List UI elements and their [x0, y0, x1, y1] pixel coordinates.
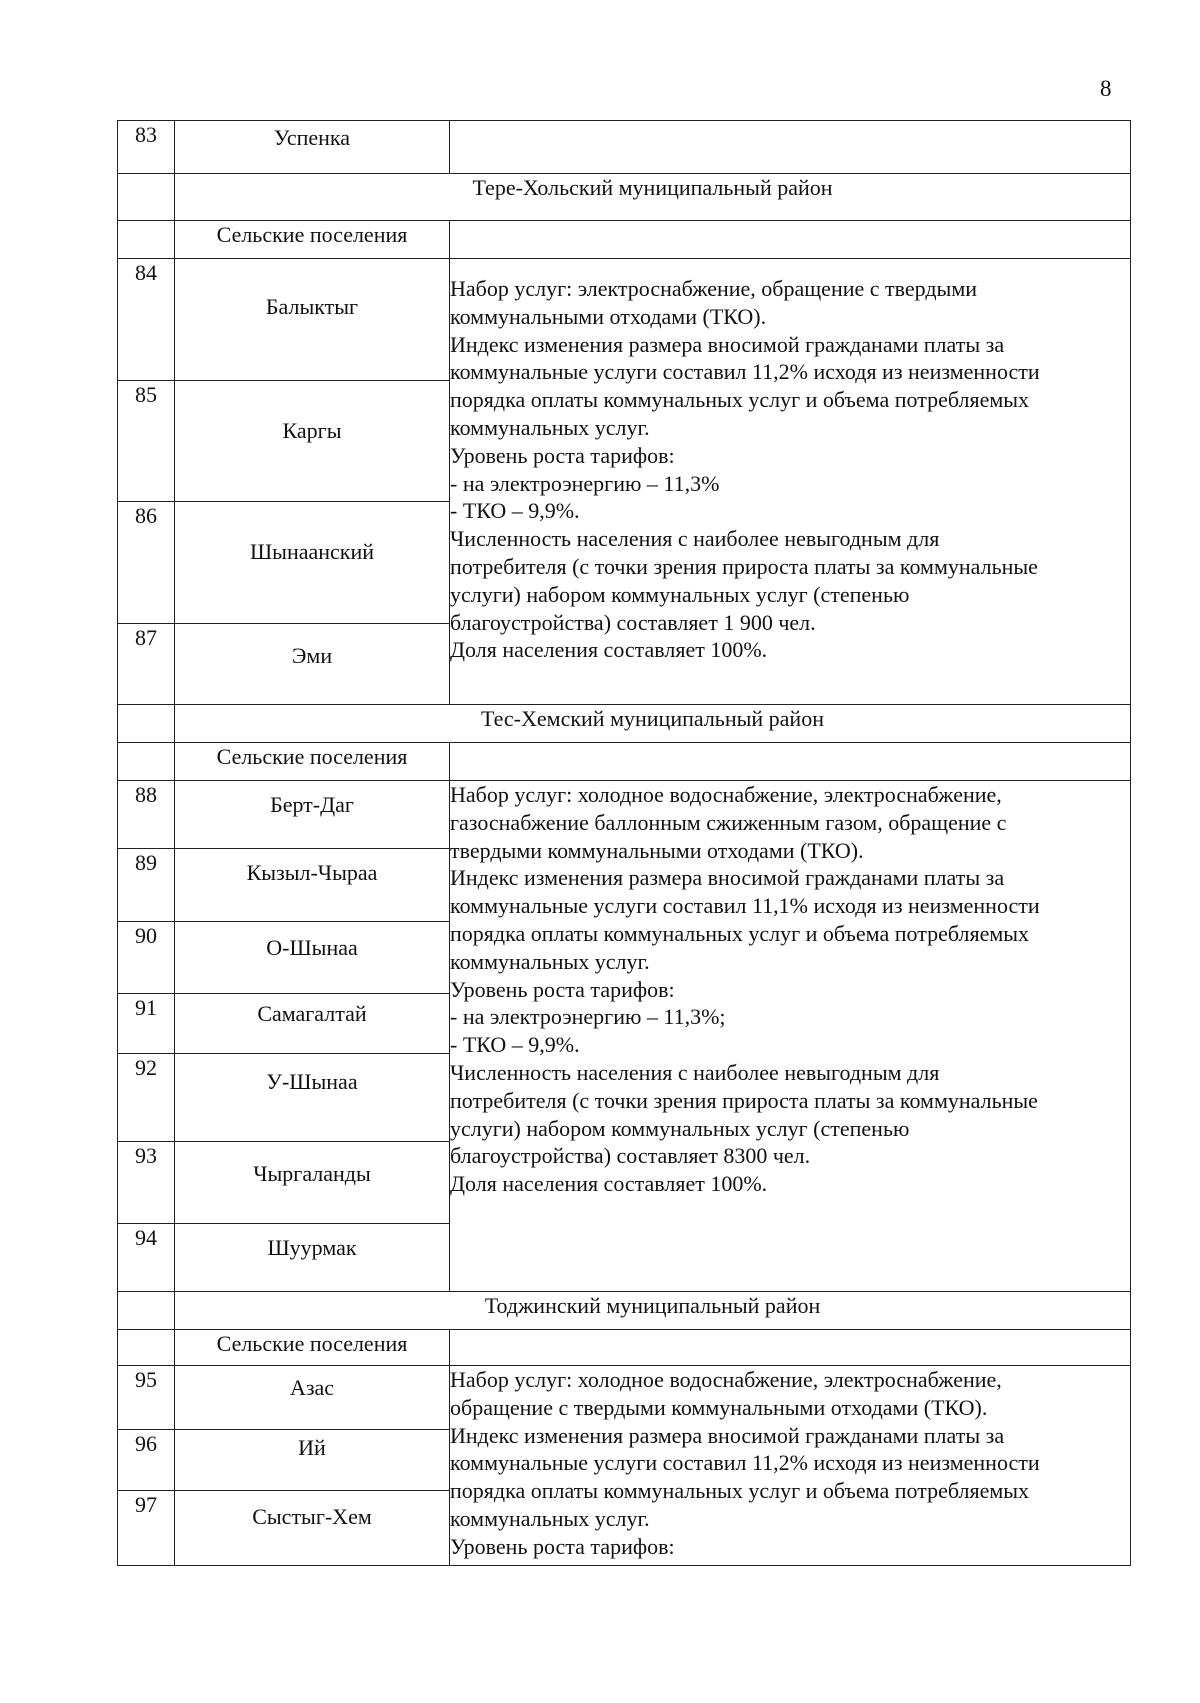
description-line: газоснабжение баллонным сжиженным газом, обращение с	[450, 809, 1007, 835]
description-line: коммунальные услуги составил 11,2% исходя из неизменности	[450, 1450, 1040, 1476]
description-line: благоустройства) составляет 1 900 чел.	[450, 609, 816, 635]
empty-cell	[118, 174, 175, 221]
description-line: коммунальные услуги составил 11,1% исходя из неизменности	[450, 893, 1040, 919]
description-line: коммунальных услуг.	[450, 414, 650, 440]
district-heading: Тоджинский муниципальный район	[175, 1292, 1131, 1330]
row-number: 85	[118, 381, 175, 502]
row-number: 87	[118, 624, 175, 705]
empty-cell	[450, 221, 1131, 259]
settlement-name: Сыстыг-Хем	[175, 1491, 450, 1566]
empty-cell	[118, 1330, 175, 1366]
settlement-name: Азас	[175, 1366, 450, 1430]
description-line: коммунальных услуг.	[450, 948, 650, 974]
description-line: Набор услуг: холодное водоснабжение, электроснабжение,	[450, 782, 1002, 807]
district-heading: Тере-Хольский муниципальный район	[175, 174, 1131, 221]
description-line: Уровень роста тарифов:	[450, 976, 675, 1002]
settlement-name: Кызыл-Чыраа	[175, 849, 450, 922]
description-line: обращение с твердыми коммунальными отходами (ТКО).	[450, 1394, 988, 1420]
rural-settlements-heading: Сельские поселения	[175, 221, 450, 259]
description-line: коммунальными отходами (ТКО).	[450, 303, 767, 329]
subheading-row	[118, 1330, 1131, 1366]
district-row	[118, 174, 1131, 221]
empty-cell	[450, 121, 1131, 174]
settlement-name: О-Шынаа	[175, 922, 450, 994]
description-line: - ТКО – 9,9%.	[450, 1032, 580, 1058]
description-line: Доля населения составляет 100%.	[450, 637, 768, 663]
description-line: услуги) набором коммунальных услуг (степенью	[450, 581, 910, 607]
settlement-name: Эми	[175, 624, 450, 705]
row-number: 95	[118, 1366, 175, 1430]
description-line: Доля населения составляет 100%.	[450, 1171, 768, 1197]
district-heading: Тес-Хемский муниципальный район	[175, 705, 1131, 743]
description-line: потребителя (с точки зрения прироста платы за коммунальные	[450, 1087, 1038, 1113]
settlement-name: Ий	[175, 1430, 450, 1491]
empty-cell	[118, 705, 175, 743]
subheading-row	[118, 221, 1131, 259]
description-line: Численность населения с наиболее невыгодным для	[450, 1059, 940, 1085]
description-line: - на электроэнергию – 11,3%;	[450, 1004, 726, 1030]
row-number: 97	[118, 1491, 175, 1566]
description-line: Уровень роста тарифов:	[450, 442, 675, 468]
empty-cell	[118, 221, 175, 259]
settlement-name: Шуурмак	[175, 1224, 450, 1292]
description-line: потребителя (с точки зрения прироста платы за коммунальные	[450, 553, 1038, 579]
description-line: твердыми коммунальными отходами (ТКО).	[450, 837, 864, 863]
settlement-name: Самагалтай	[175, 994, 450, 1054]
settlement-name: Берт-Даг	[175, 781, 450, 849]
settlements-table	[117, 120, 1131, 1566]
description-line: услуги) набором коммунальных услуг (степенью	[450, 1115, 910, 1141]
description-line: коммунальные услуги составил 11,2% исходя из неизменности	[450, 359, 1040, 385]
description-line: Индекс изменения размера вносимой гражданами платы за	[450, 865, 1005, 891]
empty-cell	[118, 1292, 175, 1330]
description-lines	[450, 781, 1130, 1198]
services-description	[450, 1366, 1131, 1566]
description-line: Уровень роста тарифов:	[450, 1533, 675, 1559]
rural-settlements-heading: Сельские поселения	[175, 1330, 450, 1366]
description-line: порядка оплаты коммунальных услуг и объема потребляемых	[450, 387, 1030, 413]
rural-settlements-heading: Сельские поселения	[175, 743, 450, 781]
description-line: порядка оплаты коммунальных услуг и объема потребляемых	[450, 920, 1030, 946]
table-row	[118, 781, 1131, 849]
row-number: 92	[118, 1054, 175, 1142]
district-row	[118, 705, 1131, 743]
services-description	[450, 781, 1131, 1292]
table-row	[118, 259, 1131, 381]
row-number: 90	[118, 922, 175, 994]
row-number: 96	[118, 1430, 175, 1491]
description-line: Индекс изменения размера вносимой гражданами платы за	[450, 1422, 1005, 1448]
settlement-name: У-Шынаа	[175, 1054, 450, 1142]
empty-cell	[118, 743, 175, 781]
row-number: 91	[118, 994, 175, 1054]
subheading-row	[118, 743, 1131, 781]
description-line: благоустройства) составляет 8300 чел.	[450, 1143, 811, 1169]
description-line: Набор услуг: холодное водоснабжение, электроснабжение,	[450, 1367, 1002, 1392]
settlement-name: Успенка	[175, 121, 450, 174]
description-line: коммунальных услуг.	[450, 1505, 650, 1531]
settlement-name: Чыргаланды	[175, 1142, 450, 1224]
description-line: - ТКО – 9,9%.	[450, 498, 580, 524]
row-number: 86	[118, 502, 175, 624]
description-lines	[450, 259, 1130, 664]
description-line: Индекс изменения размера вносимой гражданами платы за	[450, 331, 1005, 357]
row-number: 84	[118, 259, 175, 381]
row-number: 88	[118, 781, 175, 849]
table-row	[118, 121, 1131, 174]
settlement-name: Балыктыг	[175, 259, 450, 381]
description-line: Набор услуг: электроснабжение, обращение с твердыми	[450, 276, 978, 301]
row-number: 94	[118, 1224, 175, 1292]
services-description	[450, 259, 1131, 705]
row-number: 89	[118, 849, 175, 922]
empty-cell	[450, 1330, 1131, 1366]
settlement-name: Шынаанский	[175, 502, 450, 624]
row-number: 93	[118, 1142, 175, 1224]
district-row	[118, 1292, 1131, 1330]
settlement-name: Каргы	[175, 381, 450, 502]
empty-cell	[450, 743, 1131, 781]
table-row	[118, 1366, 1131, 1430]
page-number: 8	[1100, 76, 1112, 101]
description-line: Численность населения с наиболее невыгодным для	[450, 526, 940, 552]
description-line: - на электроэнергию – 11,3%	[450, 470, 720, 496]
row-number: 83	[118, 121, 175, 174]
description-lines	[450, 1366, 1130, 1561]
description-line: порядка оплаты коммунальных услуг и объема потребляемых	[450, 1478, 1030, 1504]
